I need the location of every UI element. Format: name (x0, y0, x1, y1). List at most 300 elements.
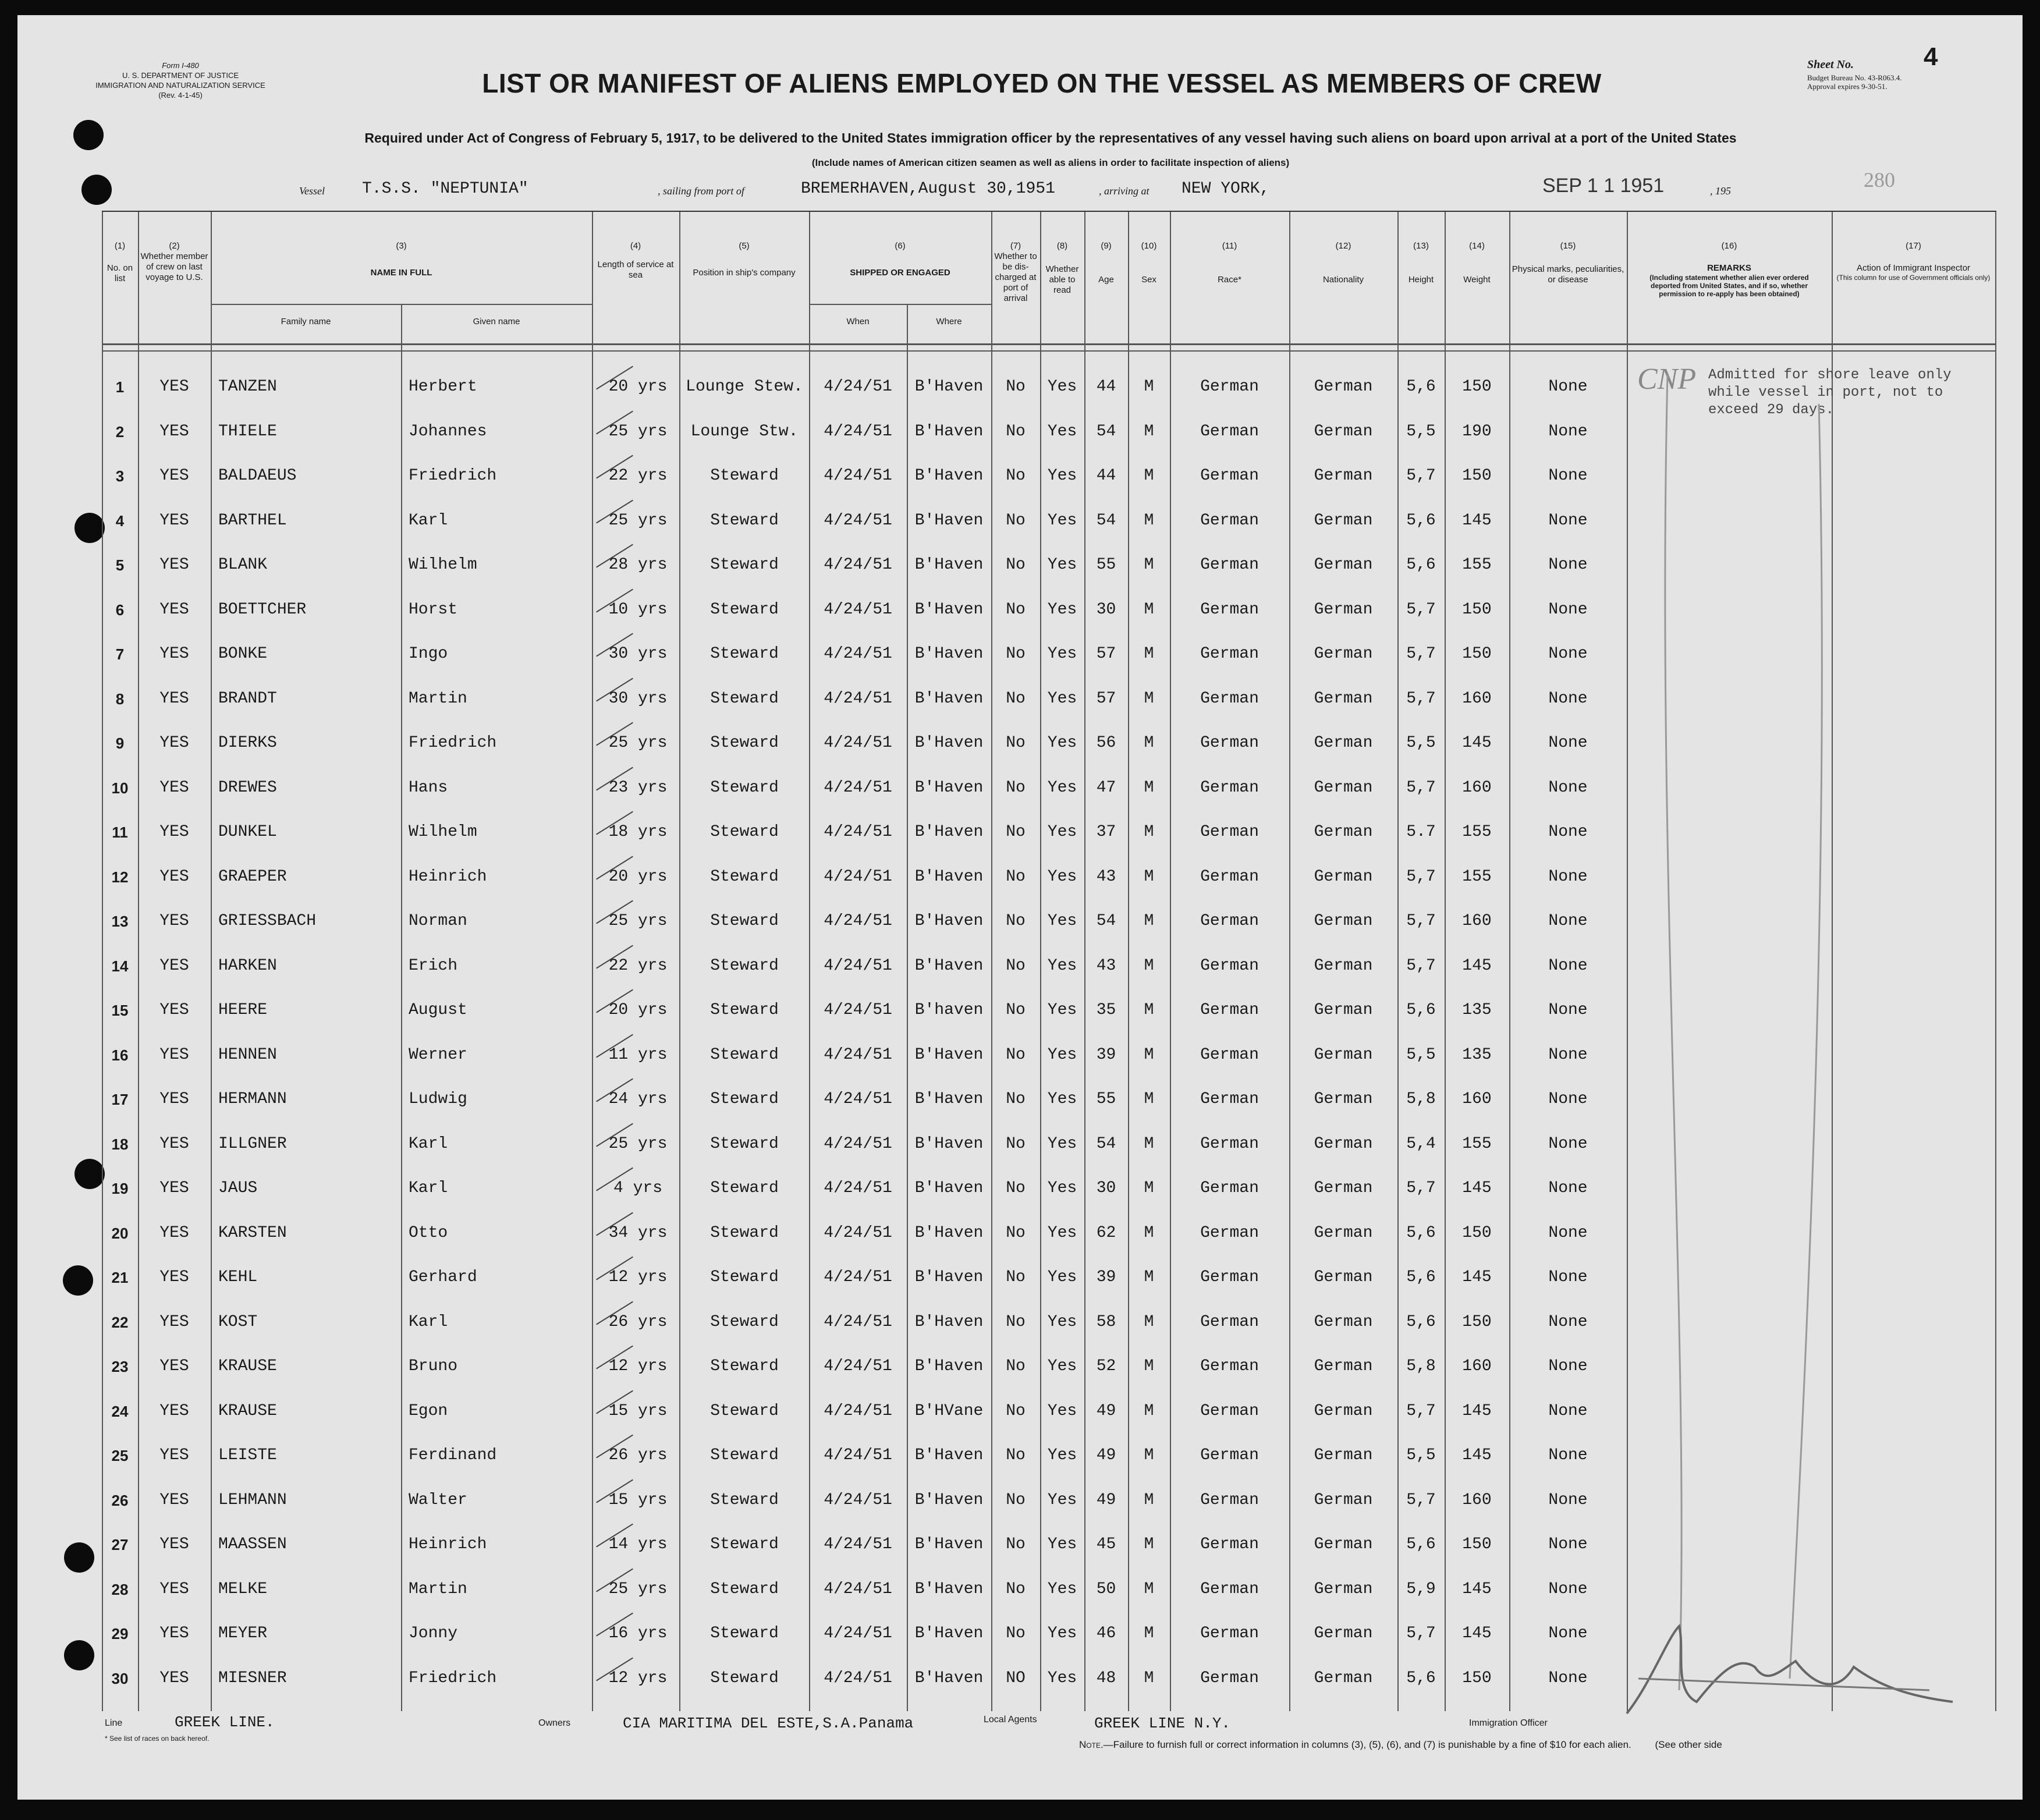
cell-marks: None (1548, 378, 1588, 396)
cell-position: Steward (710, 1357, 779, 1375)
cell-service: 15 yrs (608, 1402, 668, 1420)
cell-disch: No (1006, 912, 1026, 930)
cell-when: 4/24/51 (824, 1045, 892, 1064)
cell-marks: None (1548, 1045, 1588, 1064)
cell-nat: German (1314, 556, 1373, 574)
page-title: LIST OR MANIFEST OF ALIENS EMPLOYED ON THE VESSEL AS MEMBERS OF CREW (482, 68, 1602, 98)
cell-given: Hans (409, 778, 448, 797)
cell-height: 5,5 (1406, 422, 1436, 441)
cell-race: German (1200, 1491, 1259, 1509)
cell-member: YES (159, 1001, 189, 1019)
cell-position: Steward (710, 1001, 779, 1019)
cell-read: Yes (1047, 1535, 1077, 1553)
cell-sex: M (1144, 1357, 1154, 1375)
cell-position: Steward (710, 1179, 779, 1197)
cell-height: 5,8 (1406, 1090, 1436, 1108)
cell-where: B'Haven (914, 1446, 984, 1464)
cell-weight: 135 (1462, 1001, 1492, 1019)
cell-when: 4/24/51 (824, 378, 892, 396)
cell-service: 26 yrs (608, 1446, 668, 1464)
cell-service: 15 yrs (608, 1491, 668, 1509)
table-row (102, 768, 1627, 808)
cell-marks: None (1548, 1624, 1588, 1642)
cell-position: Steward (710, 511, 779, 530)
cell-where: B'Haven (914, 1491, 984, 1509)
cell-family: KEHL (218, 1268, 258, 1286)
table-row (102, 990, 1627, 1031)
cell-weight: 150 (1462, 1669, 1492, 1687)
cell-sex: M (1144, 467, 1154, 485)
footer-owners: CIA MARITIMA DEL ESTE,S.A.Panama (623, 1715, 914, 1732)
cell-race: German (1200, 1134, 1259, 1153)
cell-nat: German (1314, 422, 1373, 441)
cell-race: German (1200, 556, 1259, 574)
header-col-8: (8) Whether able to read (1045, 241, 1079, 295)
cell-service: 28 yrs (608, 556, 668, 574)
cell-sex: M (1144, 1312, 1154, 1331)
crew-table (102, 212, 1996, 1711)
cell-no: 22 (111, 1313, 129, 1331)
sailing-port-date: BREMERHAVEN,August 30,1951 (801, 180, 1055, 198)
cell-height: 5,6 (1406, 1001, 1436, 1019)
header-col-5: (5) Position in ship's company (693, 241, 796, 278)
cell-weight: 150 (1462, 645, 1492, 663)
cell-age: 46 (1096, 1624, 1116, 1642)
cell-sex: M (1144, 600, 1154, 619)
cell-age: 30 (1096, 1179, 1116, 1197)
cell-sex: M (1144, 1535, 1154, 1553)
cell-no: 15 (111, 1002, 129, 1019)
cell-age: 49 (1096, 1446, 1116, 1464)
service-name: IMMIGRATION AND NATURALIZATION SERVICE (95, 81, 265, 90)
year-label: , 195 (1710, 185, 1731, 197)
cell-height: 5,5 (1406, 1446, 1436, 1464)
cell-when: 4/24/51 (824, 1535, 892, 1553)
cell-read: Yes (1047, 1179, 1077, 1197)
cell-nat: German (1314, 823, 1373, 841)
cell-sex: M (1144, 778, 1154, 797)
cell-marks: None (1548, 1446, 1588, 1464)
races-note: * See list of races on back hereof. (105, 1734, 210, 1743)
cell-given: Friedrich (409, 467, 497, 485)
cell-given: Karl (409, 1179, 448, 1197)
cell-given: Karl (409, 1134, 448, 1153)
cell-where: B'Haven (914, 734, 984, 752)
table-row (102, 679, 1627, 719)
cell-weight: 160 (1462, 689, 1492, 708)
cell-position: Steward (710, 1045, 779, 1064)
cell-sex: M (1144, 1001, 1154, 1019)
cell-given: Herbert (409, 378, 477, 396)
cell-position: Lounge Stew. (686, 378, 803, 396)
header-col-4: (4) Length of service at sea (597, 241, 674, 280)
cell-sex: M (1144, 1268, 1154, 1286)
cell-no: 6 (115, 601, 125, 619)
cell-age: 54 (1096, 912, 1116, 930)
cell-service: 25 yrs (608, 422, 668, 441)
cell-weight: 155 (1462, 867, 1492, 886)
cell-marks: None (1548, 1491, 1588, 1509)
cell-weight: 150 (1462, 1535, 1492, 1553)
punch-hole (81, 175, 112, 205)
cell-age: 56 (1096, 734, 1116, 752)
cell-height: 5,6 (1406, 378, 1436, 396)
cell-nat: German (1314, 956, 1373, 975)
cell-family: GRIESSBACH (218, 912, 317, 930)
cell-given: Gerhard (409, 1268, 477, 1286)
cell-no: 19 (111, 1180, 129, 1197)
cell-family: KRAUSE (218, 1402, 277, 1420)
cell-disch: No (1006, 1090, 1026, 1108)
cell-given: Erich (409, 956, 458, 975)
cell-when: 4/24/51 (824, 734, 892, 752)
cell-member: YES (159, 556, 189, 574)
cell-given: Heinrich (409, 1535, 487, 1553)
cell-position: Steward (710, 1268, 779, 1286)
cell-age: 48 (1096, 1669, 1116, 1687)
footer-note: Note.—Failure to furnish full or correct information in columns (3), (5), (6), and (7) is punishable by a fine of $10 for each alien. (See other side (1079, 1739, 1722, 1750)
cell-marks: None (1548, 422, 1588, 441)
cell-marks: None (1548, 1268, 1588, 1286)
cell-where: B'Haven (914, 1134, 984, 1153)
officer-signature (1603, 1615, 1964, 1725)
cell-race: German (1200, 467, 1259, 485)
cell-sex: M (1144, 1134, 1154, 1153)
cell-disch: No (1006, 1134, 1026, 1153)
cell-read: Yes (1047, 867, 1077, 886)
cell-height: 5,6 (1406, 1535, 1436, 1553)
cell-service: 20 yrs (608, 378, 668, 396)
cell-family: GRAEPER (218, 867, 287, 886)
cell-given: Bruno (409, 1357, 458, 1375)
cell-race: German (1200, 645, 1259, 663)
cell-when: 4/24/51 (824, 467, 892, 485)
cell-given: Ingo (409, 645, 448, 663)
remarks-annotation (1637, 352, 1952, 1708)
cell-age: 54 (1096, 1134, 1116, 1153)
cell-disch: No (1006, 689, 1026, 708)
cell-nat: German (1314, 1312, 1373, 1331)
footer-owners-label: Owners (538, 1718, 571, 1728)
table-row (102, 812, 1627, 853)
cell-no: 2 (115, 423, 125, 441)
cell-weight: 160 (1462, 1090, 1492, 1108)
cell-read: Yes (1047, 467, 1077, 485)
cell-where: B'Haven (914, 645, 984, 663)
cell-family: HARKEN (218, 956, 277, 975)
cell-where: B'Haven (914, 556, 984, 574)
footer-agents: GREEK LINE N.Y. (1094, 1715, 1231, 1732)
cell-read: Yes (1047, 1090, 1077, 1108)
cell-when: 4/24/51 (824, 556, 892, 574)
cell-no: 24 (111, 1402, 129, 1420)
cell-no: 16 (111, 1046, 129, 1064)
cell-marks: None (1548, 912, 1588, 930)
cell-sex: M (1144, 1624, 1154, 1642)
cell-where: B'Haven (914, 1312, 984, 1331)
arriving-port: NEW YORK, (1182, 180, 1270, 198)
cell-height: 5,7 (1406, 689, 1436, 708)
cell-given: Ludwig (409, 1090, 467, 1108)
cell-position: Steward (710, 1491, 779, 1509)
cell-weight: 155 (1462, 556, 1492, 574)
cell-sex: M (1144, 422, 1154, 441)
cell-nat: German (1314, 600, 1373, 619)
cell-nat: German (1314, 1491, 1373, 1509)
cell-no: 17 (111, 1091, 129, 1108)
cell-weight: 145 (1462, 1446, 1492, 1464)
cell-age: 43 (1096, 867, 1116, 886)
cell-race: German (1200, 1624, 1259, 1642)
cell-height: 5,7 (1406, 867, 1436, 886)
cell-height: 5,4 (1406, 1134, 1436, 1153)
cell-sex: M (1144, 1179, 1154, 1197)
cell-where: B'Haven (914, 912, 984, 930)
table-row (102, 1035, 1627, 1076)
cell-member: YES (159, 1669, 189, 1687)
cell-height: 5,7 (1406, 1179, 1436, 1197)
cell-when: 4/24/51 (824, 1090, 892, 1108)
cell-service: 16 yrs (608, 1624, 668, 1642)
cell-disch: No (1006, 734, 1026, 752)
cell-race: German (1200, 1045, 1259, 1064)
cell-member: YES (159, 1446, 189, 1464)
cell-disch: No (1006, 1446, 1026, 1464)
cell-weight: 145 (1462, 1179, 1492, 1197)
cell-disch: No (1006, 1402, 1026, 1420)
cell-disch: No (1006, 956, 1026, 975)
cell-member: YES (159, 600, 189, 619)
department: U. S. DEPARTMENT OF JUSTICE (122, 71, 239, 80)
cell-no: 1 (115, 378, 125, 396)
cell-when: 4/24/51 (824, 867, 892, 886)
table-row (102, 1302, 1627, 1343)
cell-height: 5,7 (1406, 912, 1436, 930)
cell-marks: None (1548, 1669, 1588, 1687)
cell-age: 58 (1096, 1312, 1116, 1331)
cell-disch: No (1006, 1223, 1026, 1242)
cell-where: B'Haven (914, 1090, 984, 1108)
header-when: When (846, 317, 870, 327)
cell-age: 49 (1096, 1402, 1116, 1420)
cell-position: Steward (710, 467, 779, 485)
cell-when: 4/24/51 (824, 645, 892, 663)
cell-no: 27 (111, 1536, 129, 1553)
cell-family: KRAUSE (218, 1357, 277, 1375)
cell-no: 14 (111, 957, 129, 975)
cell-member: YES (159, 689, 189, 708)
cell-position: Steward (710, 1624, 779, 1642)
cell-race: German (1200, 1312, 1259, 1331)
remarks-text: Admitted for shore leave only while vessel in port, not to exceed 29 days. (1708, 367, 1952, 418)
cell-read: Yes (1047, 1045, 1077, 1064)
cell-sex: M (1144, 1446, 1154, 1464)
cell-disch: No (1006, 467, 1026, 485)
cell-given: Jonny (409, 1624, 458, 1642)
manifest-sheet (17, 15, 2023, 1800)
cell-no: 9 (115, 735, 125, 752)
cell-age: 35 (1096, 1001, 1116, 1019)
cell-nat: German (1314, 1090, 1373, 1108)
cell-disch: No (1006, 1179, 1026, 1197)
cell-when: 4/24/51 (824, 1268, 892, 1286)
cell-marks: None (1548, 1134, 1588, 1153)
cell-where: B'Haven (914, 778, 984, 797)
cell-given: Heinrich (409, 867, 487, 886)
pencil-number: 280 (1864, 168, 1895, 191)
table-row (102, 1435, 1627, 1476)
revision: (Rev. 4-1-45) (158, 91, 203, 100)
cell-given: Otto (409, 1223, 448, 1242)
cell-sex: M (1144, 734, 1154, 752)
table-row (102, 901, 1627, 942)
table-row (102, 1658, 1627, 1699)
cell-race: German (1200, 511, 1259, 530)
header-col-9: (9) Age (1098, 241, 1114, 285)
cell-nat: German (1314, 1045, 1373, 1064)
cell-height: 5,6 (1406, 511, 1436, 530)
cell-read: Yes (1047, 1312, 1077, 1331)
cell-when: 4/24/51 (824, 1580, 892, 1598)
cell-family: HEERE (218, 1001, 268, 1019)
cell-no: 30 (111, 1669, 129, 1687)
cell-family: JAUS (218, 1179, 258, 1197)
cell-service: 4 yrs (613, 1179, 662, 1197)
header-col-10: (10) Sex (1141, 241, 1157, 285)
table-row (102, 1079, 1627, 1120)
cell-read: Yes (1047, 823, 1077, 841)
cell-position: Steward (710, 1090, 779, 1108)
cell-where: B'Haven (914, 956, 984, 975)
cell-age: 57 (1096, 689, 1116, 708)
cell-height: 5,5 (1406, 1045, 1436, 1064)
cell-when: 4/24/51 (824, 823, 892, 841)
cell-disch: No (1006, 1001, 1026, 1019)
cell-sex: M (1144, 1580, 1154, 1598)
cell-nat: German (1314, 1580, 1373, 1598)
header-col-1: (1) No. on list (107, 241, 133, 283)
cell-race: German (1200, 1090, 1259, 1108)
cell-nat: German (1314, 1001, 1373, 1019)
cell-when: 4/24/51 (824, 511, 892, 530)
cell-position: Steward (710, 689, 779, 708)
cell-service: 22 yrs (608, 956, 668, 975)
cell-marks: None (1548, 1357, 1588, 1375)
cell-nat: German (1314, 734, 1373, 752)
cell-where: B'haven (914, 1001, 984, 1019)
cell-position: Steward (710, 1223, 779, 1242)
cell-where: B'Haven (914, 1045, 984, 1064)
cell-service: 20 yrs (608, 1001, 668, 1019)
form-number: Form I-480 (162, 61, 199, 70)
cell-weight: 145 (1462, 1580, 1492, 1598)
cell-height: 5,7 (1406, 956, 1436, 975)
cell-service: 23 yrs (608, 778, 668, 797)
cell-member: YES (159, 1312, 189, 1331)
cell-given: Karl (409, 511, 448, 530)
cell-marks: None (1548, 1580, 1588, 1598)
header-col-2: (2) Whether member of crew on last voyage to U.S. (140, 241, 208, 282)
cell-marks: None (1548, 867, 1588, 886)
cell-read: Yes (1047, 1669, 1077, 1687)
cell-race: German (1200, 422, 1259, 441)
cell-age: 47 (1096, 778, 1116, 797)
cell-marks: None (1548, 467, 1588, 485)
date-stamp: SEP 1 1 1951 (1542, 175, 1665, 197)
cell-no: 8 (115, 690, 125, 708)
cell-disch: No (1006, 778, 1026, 797)
cell-race: German (1200, 912, 1259, 930)
header-col-7: (7) Whether to be dis-charged at port of arrival (994, 241, 1037, 303)
table-row (102, 1613, 1627, 1654)
cell-family: TANZEN (218, 378, 277, 396)
cell-sex: M (1144, 1045, 1154, 1064)
cell-position: Steward (710, 912, 779, 930)
remarks-initials: CNP (1637, 363, 1697, 396)
cell-sex: M (1144, 956, 1154, 975)
cell-nat: German (1314, 1446, 1373, 1464)
cell-height: 5,6 (1406, 1268, 1436, 1286)
cell-no: 23 (111, 1358, 129, 1375)
cell-read: Yes (1047, 645, 1077, 663)
cell-where: B'Haven (914, 511, 984, 530)
cell-sex: M (1144, 511, 1154, 530)
cell-position: Steward (710, 1312, 779, 1331)
cell-family: BARTHEL (218, 511, 287, 530)
cell-weight: 155 (1462, 823, 1492, 841)
cell-weight: 160 (1462, 778, 1492, 797)
punch-hole (63, 1265, 93, 1296)
punch-hole (74, 1159, 105, 1189)
table-row (102, 545, 1627, 586)
cell-marks: None (1548, 689, 1588, 708)
cell-read: Yes (1047, 600, 1077, 619)
cell-when: 4/24/51 (824, 1624, 892, 1642)
cell-nat: German (1314, 778, 1373, 797)
table-row (102, 1524, 1627, 1565)
cell-nat: German (1314, 1535, 1373, 1553)
cell-read: Yes (1047, 1580, 1077, 1598)
header-col-15: (15) Physical marks, peculiarities, or disease (1512, 241, 1624, 285)
table-row (102, 1569, 1627, 1610)
cell-no: 21 (111, 1269, 129, 1286)
cell-read: Yes (1047, 912, 1077, 930)
cell-no: 20 (111, 1224, 129, 1242)
table-row (102, 946, 1627, 987)
cell-weight: 145 (1462, 734, 1492, 752)
cell-race: German (1200, 1580, 1259, 1598)
cell-member: YES (159, 1223, 189, 1242)
cell-where: B'Haven (914, 422, 984, 441)
cell-disch: No (1006, 422, 1026, 441)
cell-given: Friedrich (409, 1669, 497, 1687)
cell-given: Martin (409, 1580, 467, 1598)
cell-position: Steward (710, 600, 779, 619)
cell-where: B'Haven (914, 823, 984, 841)
cell-height: 5,9 (1406, 1580, 1436, 1598)
cell-when: 4/24/51 (824, 912, 892, 930)
table-row (102, 1168, 1627, 1209)
cell-weight: 150 (1462, 600, 1492, 619)
cell-read: Yes (1047, 956, 1077, 975)
cell-weight: 160 (1462, 1491, 1492, 1509)
cell-when: 4/24/51 (824, 1669, 892, 1687)
arriving-label: , arriving at (1099, 185, 1150, 197)
cell-given: Johannes (409, 422, 487, 441)
subtitle: Required under Act of Congress of February 5, 1917, to be delivered to the United States immigration officer by the representatives of any vessel having such aliens on board upon arrival at a port of the United States (364, 130, 1737, 146)
cell-service: 22 yrs (608, 467, 668, 485)
cell-when: 4/24/51 (824, 778, 892, 797)
